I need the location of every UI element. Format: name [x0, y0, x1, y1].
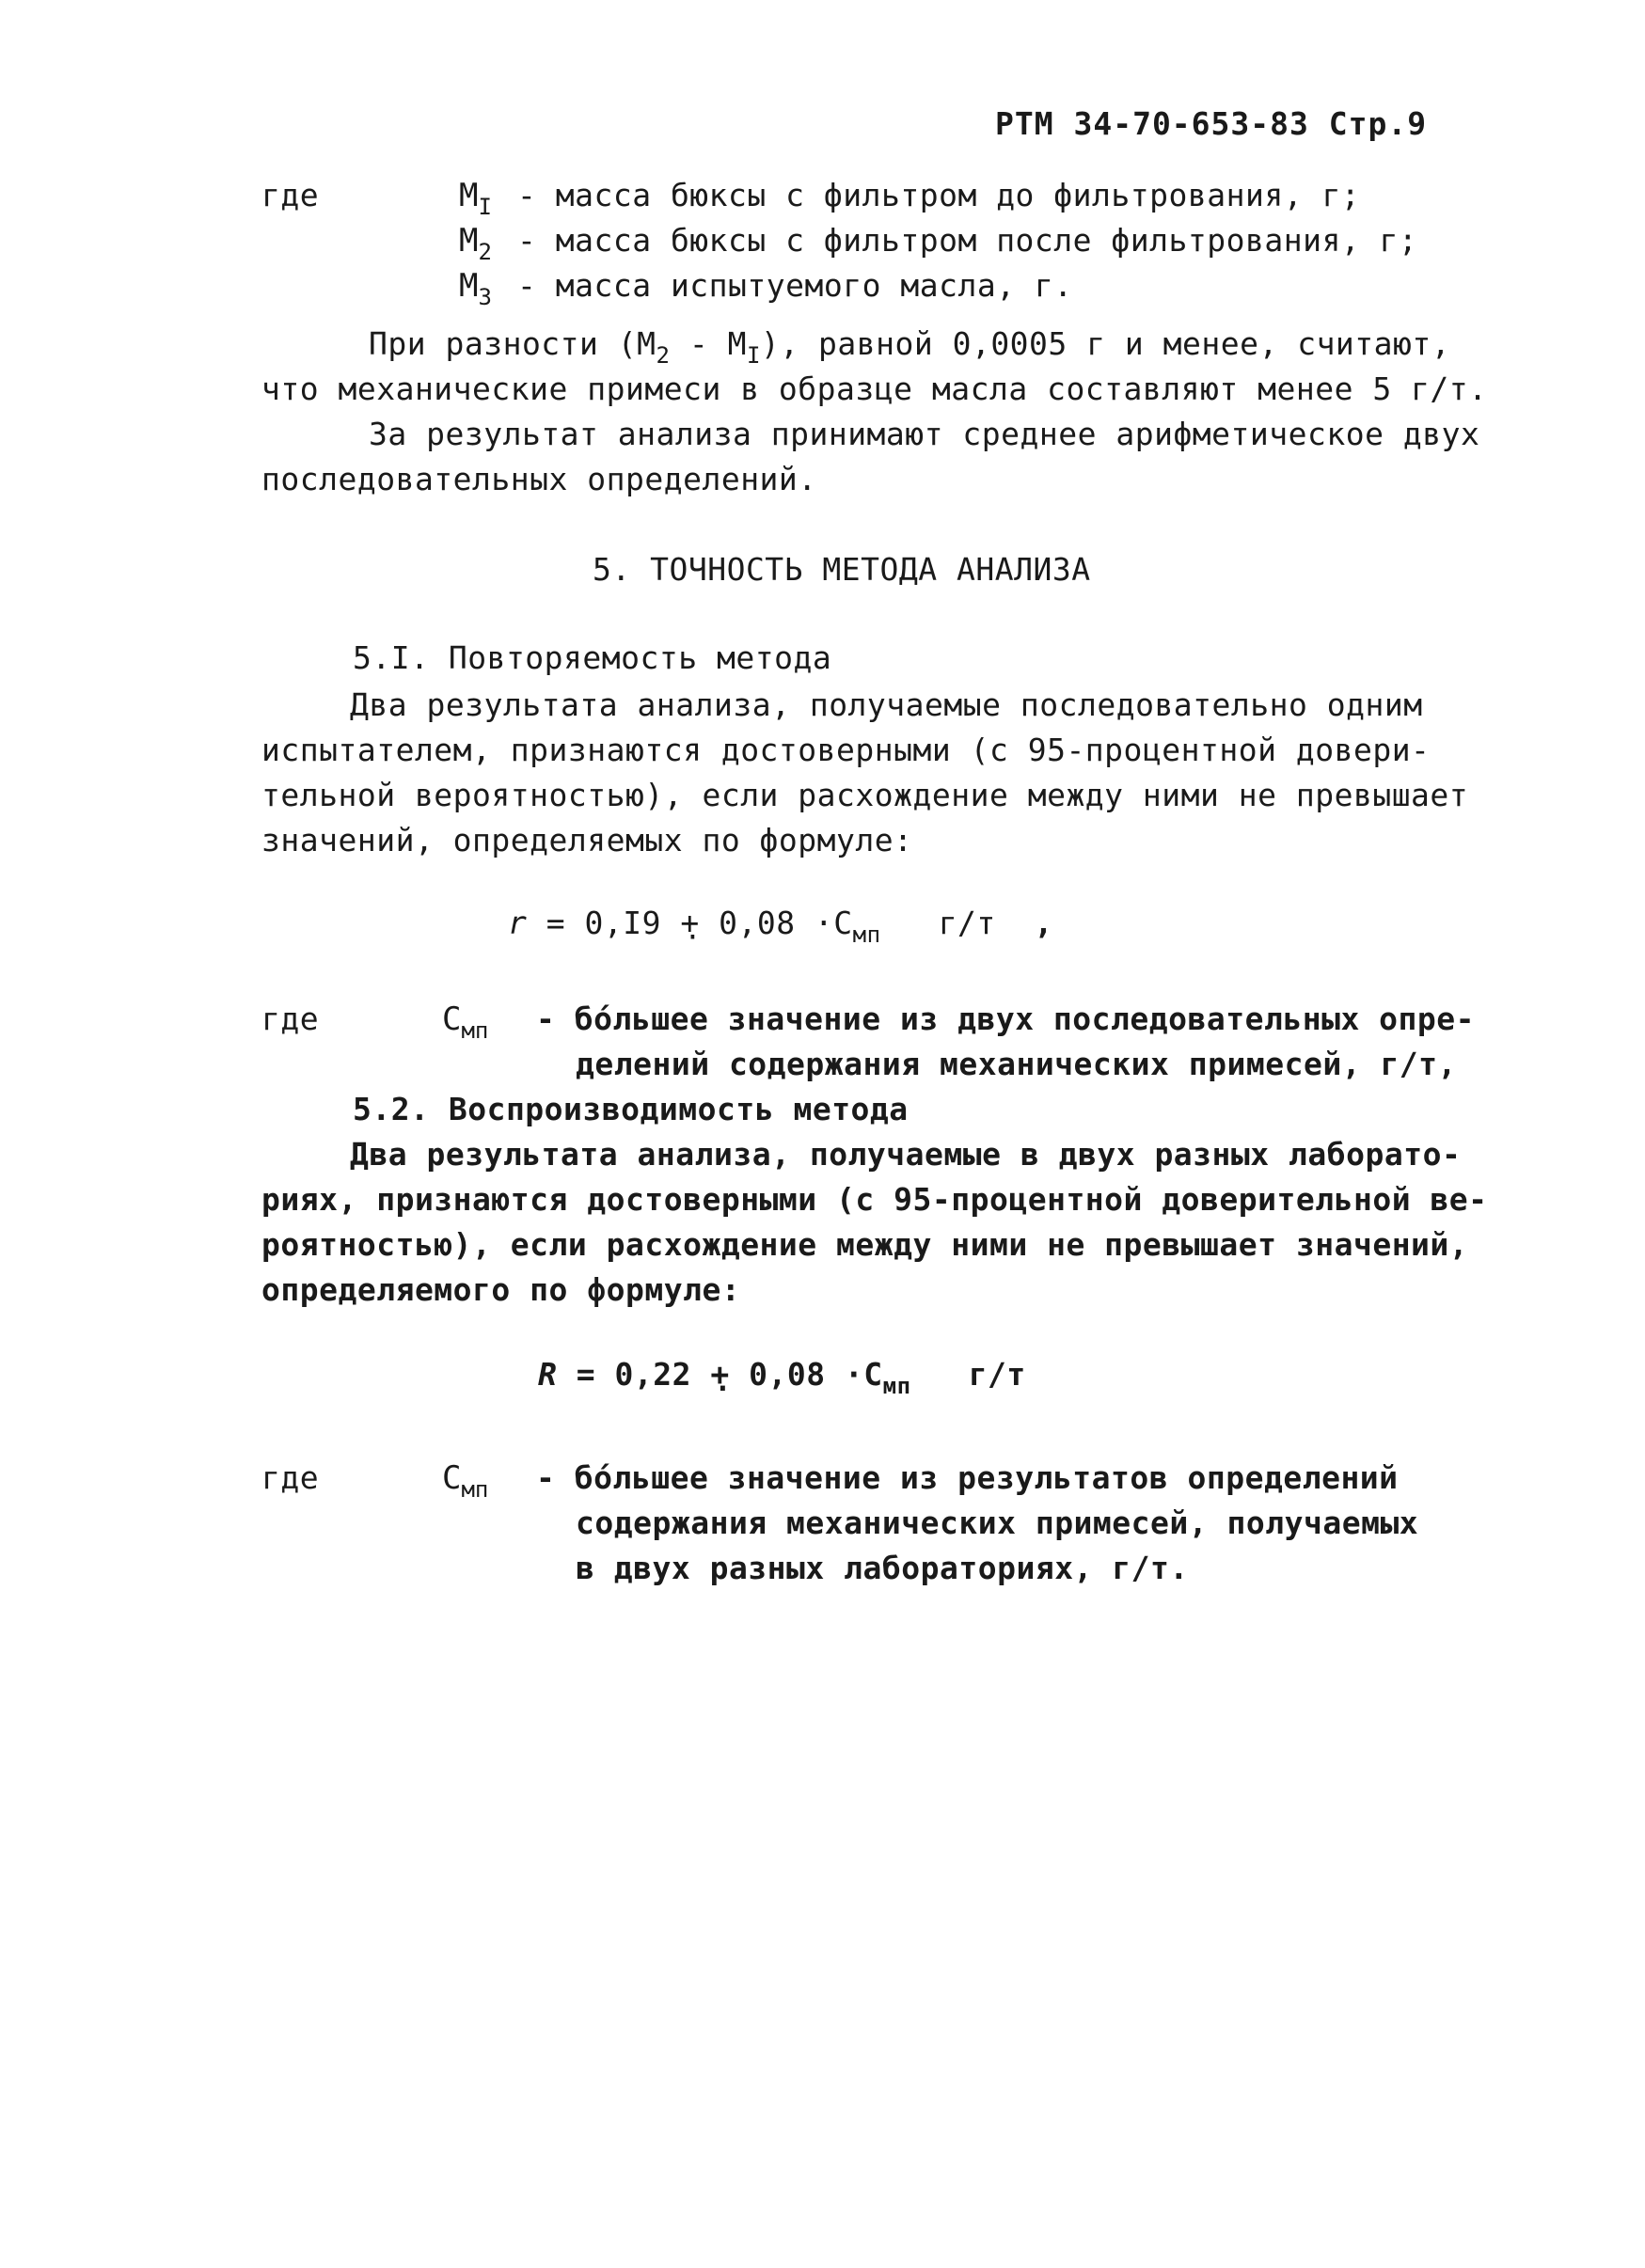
- reproducibility-line4: определяемого по формуле:: [261, 1271, 741, 1308]
- definition-cmp-line2: делений содержания механических примесей, г/т,: [576, 1046, 1457, 1082]
- reproducibility-line3: роятностью), если расхождение между ними не превышает значений,: [261, 1226, 1469, 1263]
- subsection-title-reproducibility: 5.2. Воспроизводимость метода: [353, 1091, 909, 1127]
- where-label: где: [261, 1000, 320, 1037]
- paragraph-difference-line2: что механические примеси в образце масла составляют менее 5 г/т.: [261, 370, 1488, 407]
- definition-m2: - масса бюксы с фильтром после фильтрования, г;: [517, 222, 1418, 259]
- formula-reproducibility: R = 0,22 + · $0,08 \cdot C_{мп}$ г/т: [538, 1356, 1026, 1394]
- reproducibility-line2: риях, признаются достоверными (с 95-процентной доверительной ве-: [261, 1181, 1488, 1218]
- paragraph-result-line1: За результат анализа принимают среднее арифметическое двух: [369, 416, 1480, 452]
- definition-m1: - масса бюксы с фильтром до фильтрования, г;: [517, 177, 1361, 213]
- definition-cmp-line3: в двух разных лабораториях, г/т.: [576, 1550, 1189, 1586]
- definition-m3: - масса испытуемого масла, г.: [517, 267, 1073, 304]
- repeatability-line2: испытателем, признаются достоверными (с 95-процентной довери-: [261, 732, 1431, 768]
- formula-repeatability: r = 0,I9 + · $0,08 \cdot C_{мп}$ г/т ,: [508, 905, 1053, 942]
- subsection-title-repeatability: 5.I. Повторяемость метода: [353, 639, 832, 676]
- where-label: где: [261, 1459, 320, 1496]
- repeatability-line3: тельной вероятностью), если расхождение между ними не превышает: [261, 777, 1469, 813]
- definition-cmp-line1: - бо́льшее значение из двух последовательных опре-: [536, 1000, 1476, 1037]
- reproducibility-line1: Два результата анализа, получаемые в двух разных лаборато-: [350, 1136, 1462, 1173]
- symbol-m2: $M_2$: [459, 222, 492, 265]
- repeatability-line1: Два результата анализа, получаемые последовательно одним: [350, 686, 1423, 723]
- paragraph-difference-line1: При разности $(M_2 - M_I)$, равной 0,0005 г и менее, считают,: [369, 325, 1451, 369]
- symbol-m1: $M_I$: [459, 177, 492, 220]
- symbol-m3: $M_3$: [459, 267, 492, 310]
- definition-cmp-line1: - бо́льшее значение из результатов определений: [536, 1459, 1399, 1496]
- symbol-cmp: $C_{мп}$: [442, 1000, 489, 1044]
- paragraph-result-line2: последовательных определений.: [261, 461, 817, 497]
- repeatability-line4: значений, определяемых по формуле:: [261, 822, 913, 858]
- where-label: где: [261, 177, 320, 213]
- symbol-cmp: $C_{мп}$: [442, 1459, 489, 1503]
- document-header: РТМ 34-70-653-83 Стр.9: [995, 105, 1428, 142]
- definition-cmp-line2: содержания механических примесей, получаемых: [576, 1504, 1419, 1541]
- section-title: 5. ТОЧНОСТЬ МЕТОДА АНАЛИЗА: [593, 551, 1091, 588]
